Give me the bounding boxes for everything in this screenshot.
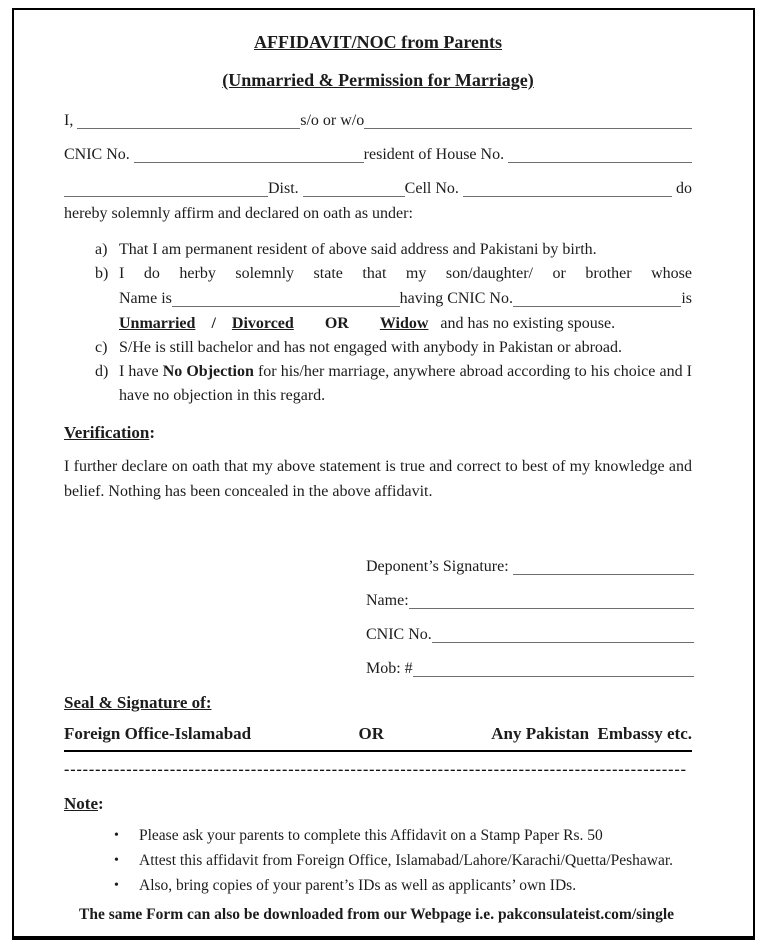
option-slash: / bbox=[211, 315, 216, 332]
intro-line-3 bbox=[64, 176, 692, 202]
note-bullet-2-text: Attest this affidavit from Foreign Office, Islamabad/Lahore/Karachi/Quetta/Peshawar. bbox=[139, 852, 674, 869]
clause-b-marker: b) bbox=[95, 265, 109, 282]
seal-or-word: OR bbox=[358, 724, 384, 743]
name-is-label: Name is bbox=[119, 290, 172, 307]
seal-signature-heading bbox=[64, 690, 692, 716]
house-number-blank bbox=[508, 160, 692, 163]
foreign-office-label: Foreign Office-Islamabad bbox=[64, 724, 252, 743]
affirm-statement: hereby solemnly affirm and declared on oath as under: bbox=[64, 205, 413, 222]
name-row bbox=[366, 588, 694, 614]
deponent-name-blank bbox=[77, 126, 300, 129]
widow-option: Widow bbox=[379, 315, 429, 332]
verification-body: I further declare on oath that my above statement is true and correct to best of my knowledge and belief. Nothing has been concealed in the above affidavit. bbox=[64, 458, 692, 500]
clause-b-tail: and has no existing spouse. bbox=[440, 315, 616, 332]
divorced-option: Divorced bbox=[231, 315, 294, 332]
clause-b-body bbox=[119, 262, 692, 336]
do-word: do bbox=[672, 180, 692, 197]
unmarried-option: Unmarried bbox=[119, 315, 196, 332]
child-cnic-blank bbox=[513, 304, 681, 307]
document-title bbox=[64, 30, 692, 54]
note-bullet-3 bbox=[64, 873, 692, 898]
clause-a-text: That I am permanent resident of above said address and Pakistani by birth. bbox=[119, 241, 597, 258]
bullet-icon: • bbox=[114, 878, 119, 893]
bullet-icon: • bbox=[114, 853, 119, 868]
clause-a bbox=[95, 238, 692, 262]
clause-c bbox=[95, 336, 692, 360]
clause-d-post: for his/her marriage, anywhere abroad according to his choice and I have no objection in this regard. bbox=[119, 363, 692, 404]
no-objection-emphasis: No Objection bbox=[162, 363, 254, 380]
cell-number-blank bbox=[463, 194, 672, 197]
having-cnic-label: having CNIC No. bbox=[399, 290, 513, 307]
is-word: is bbox=[681, 290, 692, 307]
father-husband-name-blank bbox=[364, 126, 692, 129]
signature-cnic-blank bbox=[432, 640, 694, 643]
clause-b bbox=[95, 262, 692, 336]
or-word: OR bbox=[324, 315, 349, 332]
cell-label: Cell No. bbox=[404, 180, 463, 197]
clause-d-text bbox=[119, 360, 692, 408]
note-bullet-3-text: Also, bring copies of your parent’s IDs as well as applicants’ own IDs. bbox=[139, 877, 577, 894]
mobile-row bbox=[366, 656, 694, 682]
cnic-row bbox=[366, 622, 694, 648]
address-blank bbox=[64, 194, 268, 197]
clause-c-marker: c) bbox=[95, 339, 108, 356]
name-label: Name: bbox=[366, 592, 409, 609]
document-subtitle-text: (Unmarried & Permission for Marriage) bbox=[222, 70, 534, 90]
embassy-label: Any Pakistan Embassy etc. bbox=[491, 724, 692, 743]
clause-b-line2 bbox=[119, 286, 692, 312]
verification-colon: : bbox=[149, 423, 155, 442]
cnic-number-blank bbox=[134, 160, 364, 163]
signature-cnic-label: CNIC No. bbox=[366, 626, 432, 643]
note-colon: : bbox=[97, 794, 104, 813]
i-label: I, bbox=[64, 112, 78, 129]
clause-d-marker: d) bbox=[95, 363, 109, 380]
note-bullet-2 bbox=[64, 848, 692, 873]
signature-block bbox=[366, 554, 694, 682]
note-bullet-list bbox=[64, 823, 692, 898]
mobile-blank bbox=[413, 674, 694, 677]
resident-label: resident of House No. bbox=[363, 146, 509, 163]
seal-authority-line bbox=[64, 722, 692, 752]
dashed-separator: ---------------------------------------------------------------------------------------------------- bbox=[64, 761, 687, 778]
deponent-signature-blank bbox=[513, 572, 694, 575]
blank-space bbox=[64, 504, 692, 554]
clause-d-pre: I have bbox=[119, 363, 163, 380]
document-content bbox=[64, 30, 692, 926]
deponent-signature-label: Deponent’s Signature: bbox=[366, 558, 513, 575]
deponent-signature-row bbox=[366, 554, 694, 580]
seal-signature-heading-text: Seal & Signature of: bbox=[64, 693, 212, 712]
intro-line-1 bbox=[64, 108, 692, 134]
cnic-label: CNIC No. bbox=[64, 146, 134, 163]
verification-heading bbox=[64, 420, 692, 446]
dist-label: Dist. bbox=[268, 180, 303, 197]
document-title-text: AFFIDAVIT/NOC from Parents bbox=[254, 32, 502, 52]
mobile-label: Mob: # bbox=[366, 660, 413, 677]
clause-b-line3 bbox=[119, 312, 692, 336]
verification-heading-text: Verification bbox=[64, 423, 150, 442]
note-heading bbox=[64, 790, 692, 817]
clause-a-marker: a) bbox=[95, 241, 108, 258]
download-info-footer: The same Form can also be downloaded from our Webpage i.e. pakconsulateist.com/single bbox=[79, 906, 675, 923]
note-bullet-1-text: Please ask your parents to complete this Affidavit on a Stamp Paper Rs. 50 bbox=[139, 827, 603, 844]
clause-b-line1: I do herby solemnly state that my son/daughter/ or brother whose bbox=[119, 265, 692, 282]
intro-line-2 bbox=[64, 142, 692, 168]
bullet-icon: • bbox=[114, 828, 119, 843]
clause-list bbox=[64, 238, 692, 408]
note-bullet-1 bbox=[64, 823, 692, 848]
so-wo-label: s/o or w/o bbox=[300, 112, 365, 129]
document-subtitle bbox=[64, 68, 692, 92]
clause-d bbox=[95, 360, 692, 408]
district-blank bbox=[303, 194, 405, 197]
name-blank bbox=[409, 606, 694, 609]
clause-c-text: S/He is still bachelor and has not engaged with anybody in Pakistan or abroad. bbox=[119, 339, 623, 356]
note-heading-text: Note bbox=[64, 794, 98, 813]
child-name-blank bbox=[172, 304, 400, 307]
